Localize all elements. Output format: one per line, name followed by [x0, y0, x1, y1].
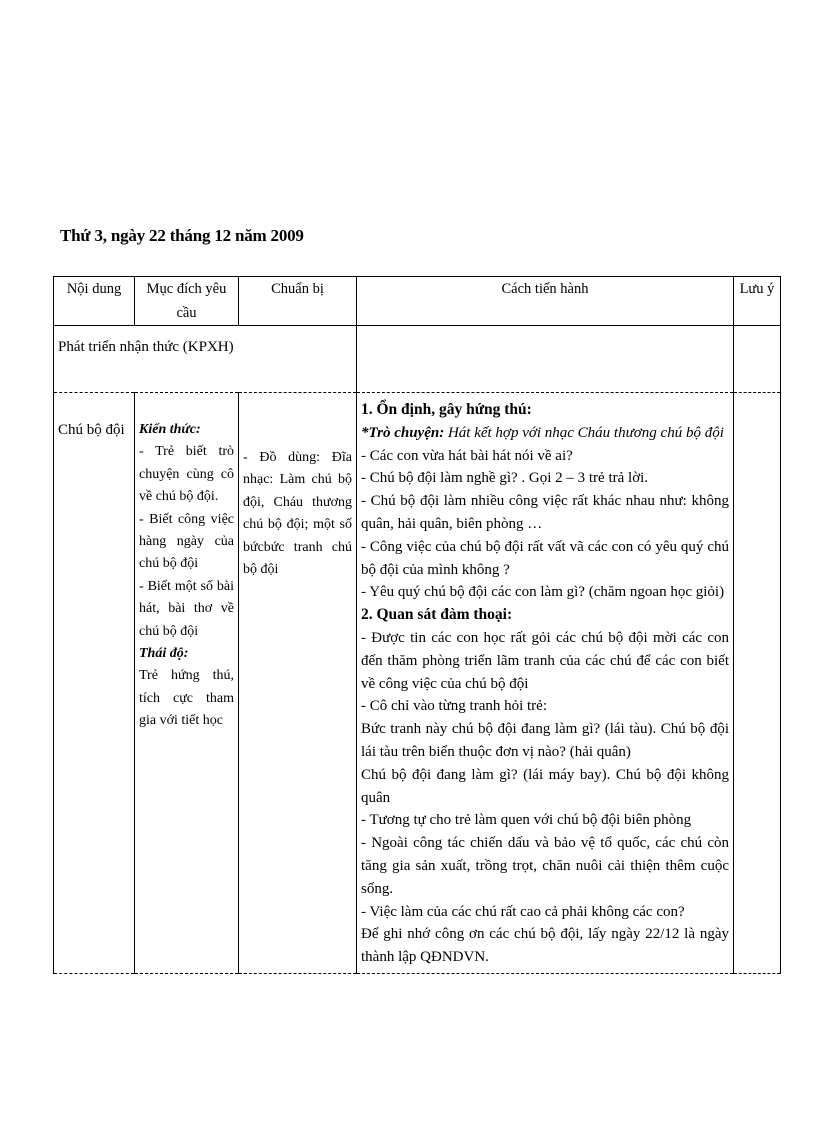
chat-text: Hát kết hợp với nhạc Cháu thương chú bộ đội	[444, 424, 724, 441]
section-empty-note	[734, 326, 781, 393]
objectives-cell	[135, 393, 239, 974]
note-cell	[734, 393, 781, 974]
section-title: Phát triển nhận thức (KPXH)	[54, 326, 357, 393]
step2-line: Bức tranh này chú bộ đội đang làm gì? (lái tàu). Chú bộ đội lái tàu trên biển thuộc đơn vị nào? (hải quân)	[361, 721, 729, 760]
step1-line: - Chú bộ đội làm nghề gì? . Gọi 2 – 3 trẻ trả lời.	[361, 470, 649, 487]
knowledge-heading: Kiến thức:	[139, 422, 201, 437]
step2-line: Chú bộ đội đang làm gì? (lái máy bay). Chú bộ đội không quân	[361, 766, 729, 806]
knowledge-item: - Trẻ biết trò chuyện cùng cô về chú bộ đội.	[139, 444, 234, 505]
step1-title: 1. Ổn định, gây hứng thú:	[361, 401, 532, 418]
header-cach-tien-hanh: Cách tiến hành	[357, 277, 734, 326]
step1-line: - Các con vừa hát bài hát nói về ai?	[361, 447, 573, 464]
chat-line	[361, 422, 729, 445]
knowledge-item: - Biết công việc hàng ngày của chú bộ đội	[139, 511, 234, 572]
knowledge-item: - Biết một số bài hát, bài thơ về chú bộ đội	[139, 578, 234, 639]
header-muc-dich: Mục đích yêu cầu	[135, 277, 239, 326]
step1-line: - Yêu quý chú bộ đội các con làm gì? (chăm ngoan học giỏi)	[361, 584, 725, 601]
step2-line: - Được tin các con học rất gỏi các chú bộ đội mời các con đến thăm phòng triển lãm tranh của các chú để các con biết về công việc của chú bộ đội	[361, 629, 729, 692]
procedure-cell	[357, 393, 734, 974]
attitude-text: Trẻ hứng thú, tích cực tham gia với tiết học	[139, 668, 234, 729]
chat-label: *Trò chuyện:	[361, 424, 445, 441]
preparation-cell: - Đồ dùng: Đĩa nhạc: Làm chú bộ đội, Cháu thương chú bộ đội; một số bứcbức tranh chú bộ đội	[239, 393, 357, 974]
attitude-heading: Thái độ:	[139, 646, 189, 662]
step2-line: Để ghi nhớ công ơn các chú bộ đội, lấy ngày 22/12 là ngày thành lập QĐNDVN.	[361, 926, 729, 966]
step1-line: - Công việc của chú bộ đội rất vất vã các con có yêu quý chú bộ đội của mình không ?	[361, 538, 729, 578]
section-row	[54, 326, 781, 393]
step2-title: 2. Quan sát đàm thoại:	[361, 606, 513, 624]
step1-line: - Chú bộ đội làm nhiều công việc rất khác nhau như: không quân, hải quân, biên phòng …	[361, 493, 729, 532]
header-chuan-bi: Chuẩn bị	[239, 277, 357, 326]
lesson-plan-table	[53, 276, 781, 974]
lesson-row	[54, 393, 781, 974]
table-header-row	[54, 277, 781, 326]
step2-line: - Cô chỉ vào từng tranh hỏi trẻ:	[361, 698, 548, 715]
step2-line: - Tương tự cho trẻ làm quen với chú bộ đội biên phòng	[361, 812, 692, 829]
step2-line: - Việc làm của các chú rất cao cả phải không các con?	[361, 903, 685, 920]
header-noi-dung: Nội dung	[54, 277, 135, 326]
step2-line: - Ngoài công tác chiến dấu và bảo vệ tổ quốc, các chú còn tăng gia sản xuất, trồng trọt, chăn nuôi cải thiện thêm cuộc sống.	[361, 835, 729, 897]
subject-cell: Chú bộ đội	[54, 393, 135, 974]
page-date-heading: Thứ 3, ngày 22 tháng 12 năm 2009	[60, 226, 304, 245]
section-empty-cell	[357, 326, 734, 393]
header-luu-y: Lưu ý	[734, 277, 781, 326]
